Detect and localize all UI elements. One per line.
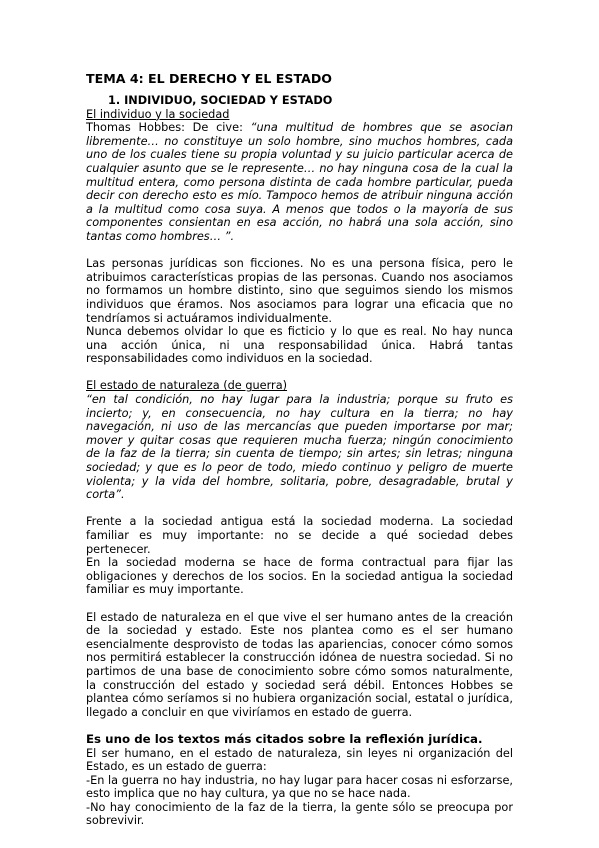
section-heading: 1. INDIVIDUO, SOCIEDAD Y ESTADO — [108, 94, 333, 107]
subheading-individuo: El individuo y la sociedad — [86, 107, 230, 121]
paragraph-sociedad-antigua: Frente a la sociedad antigua está la sociedad moderna. La sociedad familiar es muy importante: no se decide a qué sociedad debes pertenecer. — [86, 515, 513, 556]
subheading-estado-naturaleza: El estado de naturaleza (de guerra) — [86, 379, 288, 393]
list-item-conocimiento: -No hay conocimiento de la faz de la tierra, la gente sólo se preocupa por sobrevivir. — [86, 800, 513, 828]
document-body — [86, 71, 513, 828]
paragraph-ficticio: Nunca debemos olvidar lo que es ficticio y lo que es real. No hay nunca una acción única, ni una responsabilidad única. Habrá tantas responsabilidades como individuos en la sociedad. — [86, 325, 513, 366]
page-title: TEMA 4: EL DERECHO Y EL ESTADO — [86, 71, 332, 86]
paragraph-estado-naturaleza: El estado de naturaleza en el que vive el ser humano antes de la creación de la sociedad y estado. Este nos plantea como es el ser humano esencialmente desprovisto de todas las apariencias, conocer cómo somos nos permitirá establecer la construcción idónea de nuestra sociedad. Si no partimos de una base de conocimiento sobre cómo somos naturalmente, la construcción del estado y sociedad será débil. Entonces Hobbes se plantea cómo seríamos si no hubiera organización social, estatal o jurídica, llegado a concluir en que viviríamos en estado de guerra. — [86, 610, 513, 719]
quote-estado-guerra: “en tal condición, no hay lugar para la industria; porque su fruto es incierto; y, en consecuencia, no hay cultura en la tierra; no hay navegación, ni uso de las mercancías que pueden importarse por mar; mover y quitar cosas que requieren mucha fuerza; ningún conocimiento de la faz de la tierra; sin cuenta de tiempo; sin artes; sin letras; ninguna sociedad; y que es lo peor de todo, miedo continuo y peligro de muerte violenta; y la vida del hombre, solitaria, pobre, desagradable, brutal y corta”. — [86, 393, 513, 502]
hobbes-intro: Thomas Hobbes: De cive: — [86, 121, 251, 135]
paragraph-ser-humano: El ser humano, en el estado de naturaleza, sin leyes ni organización del Estado, es un estado de guerra: — [86, 746, 513, 774]
paragraph-sociedad-moderna: En la sociedad moderna se hace de forma contractual para fijar las obligaciones y derechos de los socios. En la sociedad antigua la sociedad familiar es muy importante. — [86, 556, 513, 597]
bold-statement: Es uno de los textos más citados sobre la reflexión jurídica. — [86, 731, 483, 746]
paragraph-personas-juridicas: Las personas jurídicas son ficciones. No es una persona física, pero le atribuimos características propias de las personas. Cuando nos asociamos no formamos un hombre distinto, sino que seguimos siendo los mismos individuos que éramos. Nos asociamos para lograr una eficacia que no tendríamos si actuáramos individualmente. — [86, 257, 513, 325]
list-item-guerra: -En la guerra no hay industria, no hay lugar para hacer cosas ni esforzarse, esto implica que no hay cultura, ya que no se hace nada. — [86, 773, 513, 801]
hobbes-quote: “una multitud de hombres que se asocian libremente… no constituye un solo hombre, sino muchos hombres, cada uno de los cuales tiene su propia voluntad y su juicio particular acerca de cualquier asunto que se le represente… no hay ninguna cosa de la cual la multitud entera, como persona distinta de cada hombre particular, pueda decir con derecho esto es mío. Tampoco hemos de atribuir ninguna acción a la multitud como cosa suya. A menos que todos o la mayoría de sus componentes consientan en esa acción, no habrá una sola acción, sino tantas como hombres… ”. — [86, 121, 514, 243]
hobbes-paragraph — [86, 121, 513, 243]
